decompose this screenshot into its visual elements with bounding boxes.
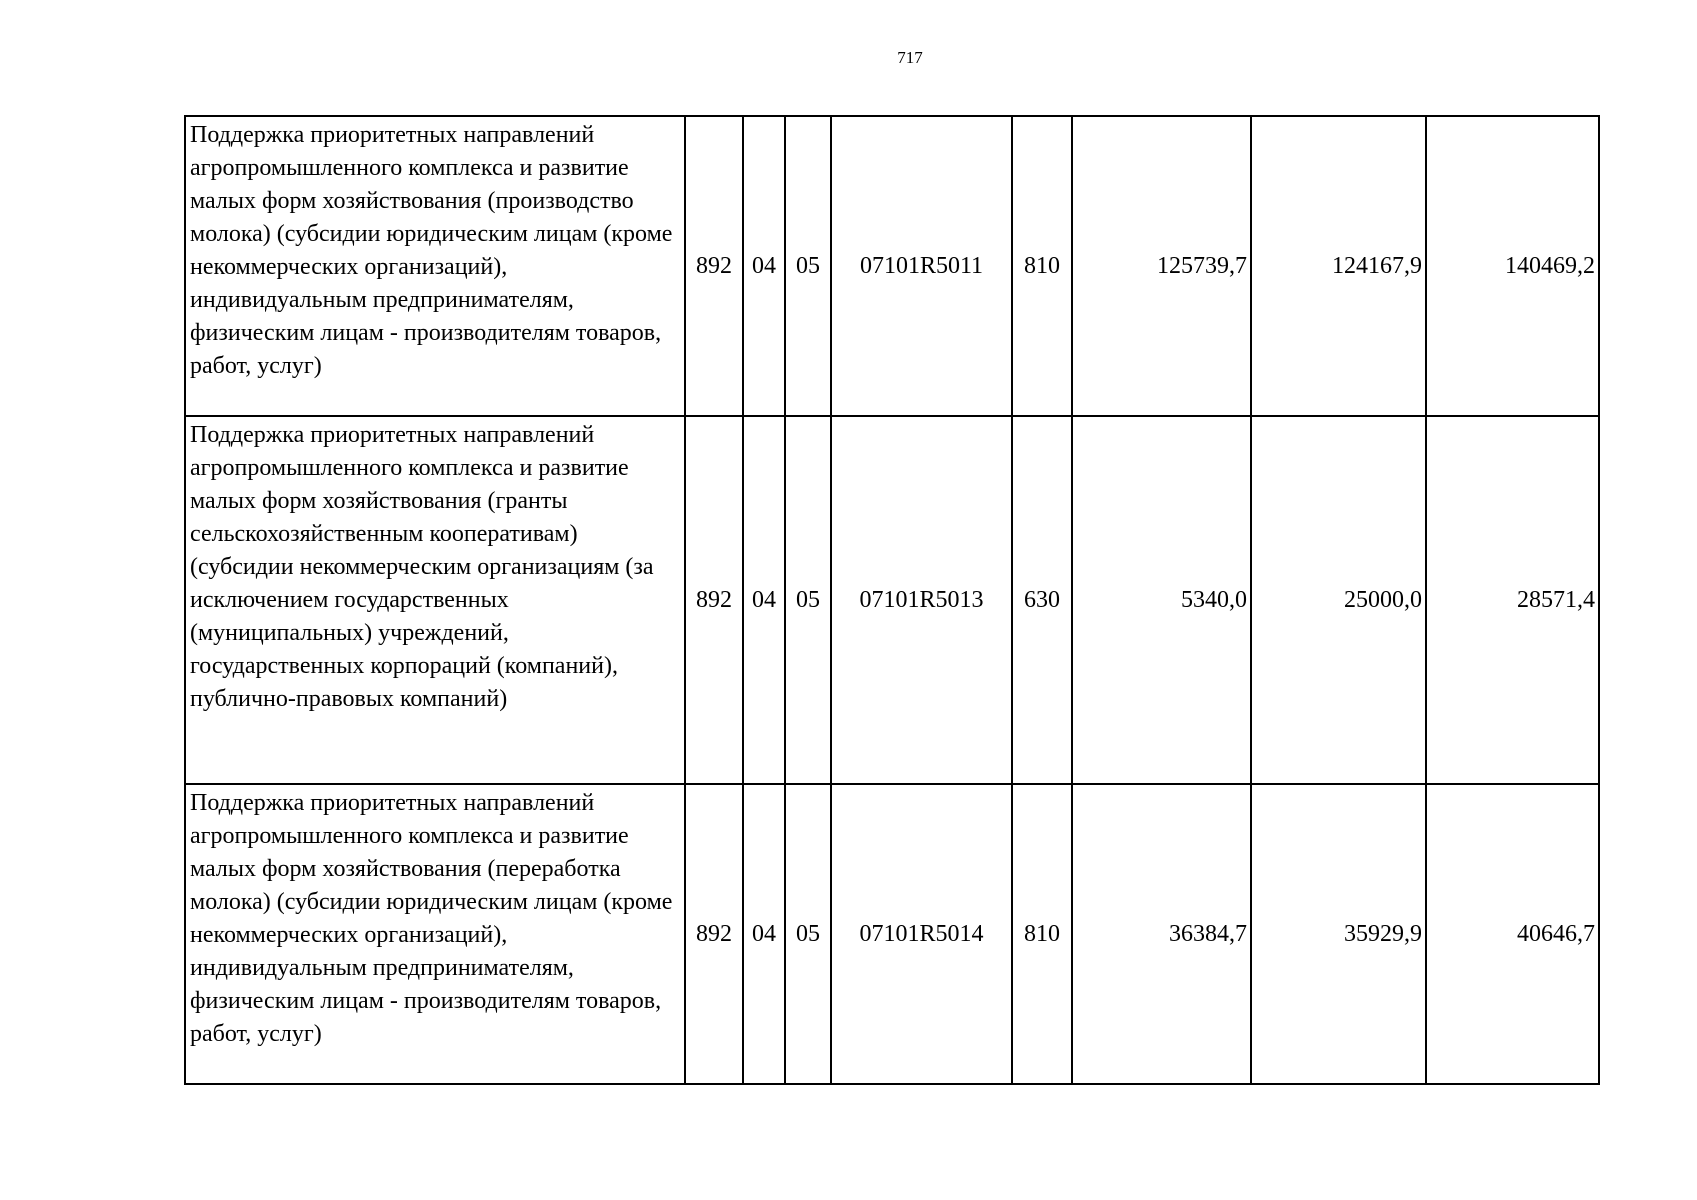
table-row xyxy=(185,116,1599,416)
ministry-code: 892 xyxy=(685,784,743,1084)
expense-type-code: 810 xyxy=(1012,784,1072,1084)
ministry-code: 892 xyxy=(685,116,743,416)
subsection-code: 05 xyxy=(785,116,831,416)
target-article-code: 07101R5013 xyxy=(831,416,1012,784)
row-description: Поддержка приоритетных направлений агропромышленного комплекса и развитие малых форм хозяйствования (производство молока) (субсидии юридическим лицам (кроме некоммерческих организаций), индивидуальным предпринимателям, физическим лицам - производителям товаров, работ, услуг) xyxy=(185,116,685,416)
amount-1: 36384,7 xyxy=(1072,784,1251,1084)
section-code: 04 xyxy=(743,784,785,1084)
table-row xyxy=(185,416,1599,784)
subsection-code: 05 xyxy=(785,784,831,1084)
amount-2: 124167,9 xyxy=(1251,116,1426,416)
row-description: Поддержка приоритетных направлений агропромышленного комплекса и развитие малых форм хозяйствования (переработка молока) (субсидии юридическим лицам (кроме некоммерческих организаций), индивидуальным предпринимателям, физическим лицам - производителям товаров, работ, услуг) xyxy=(185,784,685,1084)
amount-3: 40646,7 xyxy=(1426,784,1599,1084)
row-description: Поддержка приоритетных направлений агропромышленного комплекса и развитие малых форм хозяйствования (гранты сельскохозяйственным кооперативам) (субсидии некоммерческим организациям (за исключением государственных (муниципальных) учреждений, государственных корпораций (компаний), публично-правовых компаний) xyxy=(185,416,685,784)
subsection-code: 05 xyxy=(785,416,831,784)
expense-type-code: 630 xyxy=(1012,416,1072,784)
section-code: 04 xyxy=(743,116,785,416)
page-number: 717 xyxy=(897,48,923,67)
amount-1: 5340,0 xyxy=(1072,416,1251,784)
expense-type-code: 810 xyxy=(1012,116,1072,416)
section-code: 04 xyxy=(743,416,785,784)
target-article-code: 07101R5011 xyxy=(831,116,1012,416)
table-row xyxy=(185,784,1599,1084)
amount-3: 28571,4 xyxy=(1426,416,1599,784)
amount-1: 125739,7 xyxy=(1072,116,1251,416)
amount-2: 35929,9 xyxy=(1251,784,1426,1084)
amount-2: 25000,0 xyxy=(1251,416,1426,784)
ministry-code: 892 xyxy=(685,416,743,784)
target-article-code: 07101R5014 xyxy=(831,784,1012,1084)
amount-3: 140469,2 xyxy=(1426,116,1599,416)
budget-table xyxy=(184,115,1600,1085)
